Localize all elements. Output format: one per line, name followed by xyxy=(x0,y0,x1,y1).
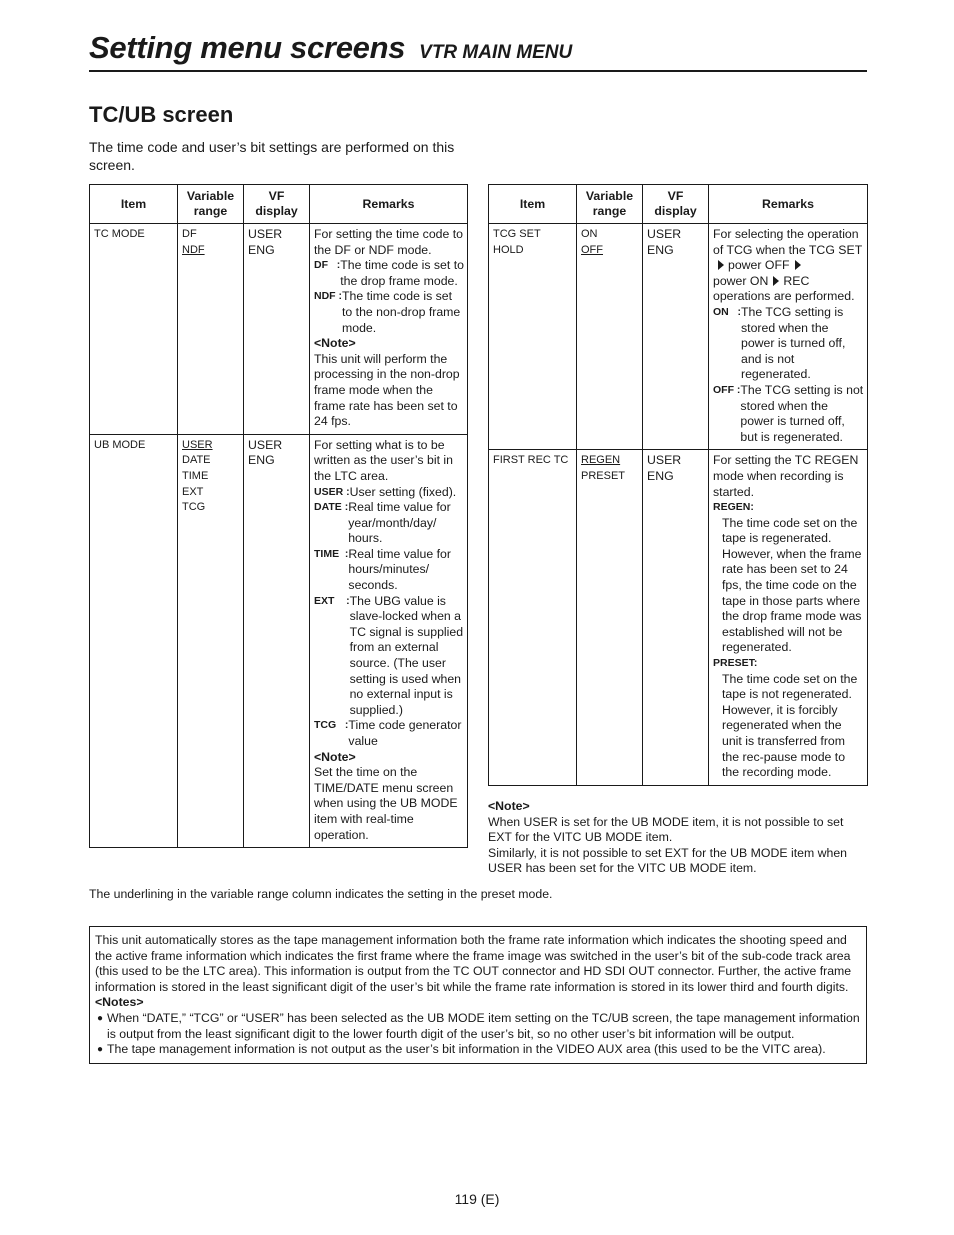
item-tc-mode: TC MODE xyxy=(90,224,178,435)
table-row xyxy=(90,434,468,847)
range-option-preset: NDF xyxy=(182,243,205,256)
range-option: EXT xyxy=(182,485,204,498)
page-title: Setting menu screens xyxy=(89,30,406,65)
left-settings-table xyxy=(89,184,468,848)
note-text: This unit will perform the processing in the non-drop frame mode when the frame rate has been set to 24 fps. xyxy=(314,351,460,429)
right-settings-table xyxy=(488,184,868,786)
remarks-ub-mode xyxy=(310,434,468,847)
option-key: EXT : xyxy=(314,594,350,607)
range-option: TIME xyxy=(182,469,209,482)
arrow-right-icon xyxy=(718,260,724,270)
remark-option xyxy=(314,718,464,749)
col-header-vf: VF display xyxy=(244,185,310,224)
remark-option xyxy=(713,383,864,445)
note-text: Set the time on the TIME/DATE menu screen when using the UB MODE item with real-time operation. xyxy=(314,765,458,842)
table-row xyxy=(489,450,868,785)
option-key: OFF : xyxy=(713,383,741,396)
option-key: USER : xyxy=(314,485,350,498)
info-text: This unit automatically stores as the tape management information both the frame rate information which indicates the shooting speed and the active frame information which indicates the first frame where the frame image was switched in the user’s bit of the sub-code track area (this used to be the LTC area). This information is output from the TC OUT connector and HD SDI OUT connector. Further, the active frame information is stored in the least significant digit of the user’s bit while the frame rate information is stored in its lower third and fourth digits. xyxy=(95,933,852,994)
section-intro: The time code and user’s bit settings are performed on this screen. xyxy=(89,139,455,173)
option-text: User setting (fixed). xyxy=(349,484,457,499)
remark-part: For selecting the operation of TCG when the TCG SET xyxy=(713,227,863,257)
preset-label xyxy=(713,656,864,672)
remark-text: For setting what is to be written as the user’s bit in the LTC area. xyxy=(314,437,453,483)
note-label: <Note> xyxy=(314,749,356,764)
option-key: REGEN: xyxy=(713,501,754,514)
remark-text xyxy=(713,227,864,305)
vf-tcg-set-hold: USER ENG xyxy=(643,224,709,450)
range-ub-mode xyxy=(178,434,244,847)
range-option-preset: OFF xyxy=(581,243,603,256)
list-item xyxy=(95,1042,860,1058)
option-text: The TCG setting is not stored when the power is turned off, but is regenerated. xyxy=(740,382,864,444)
remark-part: REC operations are performed. xyxy=(713,273,855,304)
vf-first-rec-tc: USER ENG xyxy=(643,450,709,785)
col-header-vf: VF display xyxy=(643,185,709,224)
col-header-item: Item xyxy=(90,185,178,224)
option-text: The TCG setting is stored when the power is turned off, and is not regenerated. xyxy=(741,304,846,382)
list-item xyxy=(95,1011,860,1042)
table-header-row xyxy=(90,185,468,224)
vf-tc-mode: USER ENG xyxy=(244,224,310,435)
page-header xyxy=(89,30,867,66)
remark-part: power OFF xyxy=(728,258,790,273)
option-text: The time code is set to the non-drop frame mode. xyxy=(342,289,461,335)
table-header-row xyxy=(489,185,868,224)
remark-part: power ON xyxy=(713,273,769,288)
table-row xyxy=(489,224,868,450)
tape-management-info-box xyxy=(89,926,867,1064)
col-header-remarks: Remarks xyxy=(709,185,868,224)
remark-option xyxy=(314,547,464,594)
regen-text: The time code set on the tape is regenerated. However, when the frame rate has been set to 24 fps, the time code on the tape in those parts where the drop frame mode was established will not be regenerated. xyxy=(722,515,862,655)
col-header-range: Variable range xyxy=(178,185,244,224)
bullet-icon: ● xyxy=(97,1012,104,1024)
item-tcg-set-hold: TCG SET HOLD xyxy=(489,224,577,450)
note-label: <Note> xyxy=(314,336,356,351)
note-text: Similarly, it is not possible to set EXT for the UB MODE item when USER has been set for the VITC UB MODE item. xyxy=(488,845,848,876)
option-text: Time code generator value xyxy=(348,718,462,748)
note-text: When USER is set for the UB MODE item, it is not possible to set EXT for the VITC UB MODE item. xyxy=(488,814,844,845)
remark-text: For setting the TC REGEN mode when recording is started. xyxy=(713,453,859,499)
range-option: DATE xyxy=(182,454,211,467)
table-row xyxy=(90,224,468,435)
range-tc-mode xyxy=(178,224,244,435)
remark-option xyxy=(314,289,464,336)
regen-label xyxy=(713,500,864,516)
item-first-rec-tc: FIRST REC TC xyxy=(489,450,577,785)
option-text: Real time value for year/month/day/ hours. xyxy=(348,500,451,546)
option-key: ON : xyxy=(713,305,741,318)
range-first-rec-tc xyxy=(577,450,643,785)
remarks-tcg-set-hold xyxy=(709,224,868,450)
underline-footnote: The underlining in the variable range column indicates the setting in the preset mode. xyxy=(89,887,553,901)
page-subtitle: VTR MAIN MENU xyxy=(419,42,573,63)
option-text: The UBG value is slave-locked when a TC signal is supplied from an external source. (The user setting is used when no external input is supplied.) xyxy=(349,593,464,717)
option-key: PRESET: xyxy=(713,657,758,670)
option-key: TCG : xyxy=(314,719,349,732)
bullet-icon: ● xyxy=(97,1044,104,1056)
preset-text: The time code set on the tape is not regenerated. However, it is forcibly regenerated when the unit is transferred from the rec-pause mode to the recording mode. xyxy=(722,671,858,780)
range-option-preset: REGEN xyxy=(581,454,621,467)
note-label: <Note> xyxy=(488,799,530,813)
item-ub-mode: UB MODE xyxy=(90,434,178,847)
range-option: TCG xyxy=(182,501,206,514)
option-key: DF : xyxy=(314,259,341,272)
arrow-right-icon xyxy=(795,260,801,270)
note-text: When “DATE,” “TCG” or “USER” has been selected as the UB MODE item setting on the TC/UB screen, the tape management information is output from the least significant digit to the lower fourth digit of the user’s bit, so no other user’s bit information will be output. xyxy=(107,1010,860,1041)
col-header-range: Variable range xyxy=(577,185,643,224)
note-text: The tape management information is not output as the user’s bit information in the VIDEO AUX area (this used to be the VITC area). xyxy=(107,1042,826,1057)
range-option: PRESET xyxy=(581,469,626,482)
range-option-preset: USER xyxy=(182,438,213,451)
option-text: Real time value for hours/minutes/ seconds. xyxy=(348,546,451,593)
option-key: NDF : xyxy=(314,290,342,303)
remark-option xyxy=(314,258,464,289)
notes-label: <Notes> xyxy=(95,995,144,1010)
remark-option xyxy=(314,485,464,501)
vf-ub-mode: USER ENG xyxy=(244,434,310,847)
remark-option xyxy=(713,305,864,383)
option-key: DATE : xyxy=(314,501,349,514)
col-header-remarks: Remarks xyxy=(310,185,468,224)
remark-option xyxy=(314,594,464,719)
remark-option xyxy=(314,500,464,547)
option-text: The time code is set to the drop frame mode. xyxy=(340,258,464,288)
header-rule xyxy=(89,70,867,72)
right-table-note xyxy=(488,799,867,877)
remarks-first-rec-tc xyxy=(709,450,868,785)
remark-text: For setting the time code to the DF or NDF mode. xyxy=(314,227,464,257)
option-key: TIME : xyxy=(314,547,349,560)
arrow-right-icon xyxy=(773,276,779,286)
remarks-tc-mode xyxy=(310,224,468,435)
col-header-item: Item xyxy=(489,185,577,224)
page-number: 119 (E) xyxy=(454,1191,500,1207)
range-tcg-set-hold xyxy=(577,224,643,450)
range-option: DF xyxy=(182,228,197,240)
range-option: ON xyxy=(581,228,598,240)
section-title: TC/UB screen xyxy=(89,102,234,127)
